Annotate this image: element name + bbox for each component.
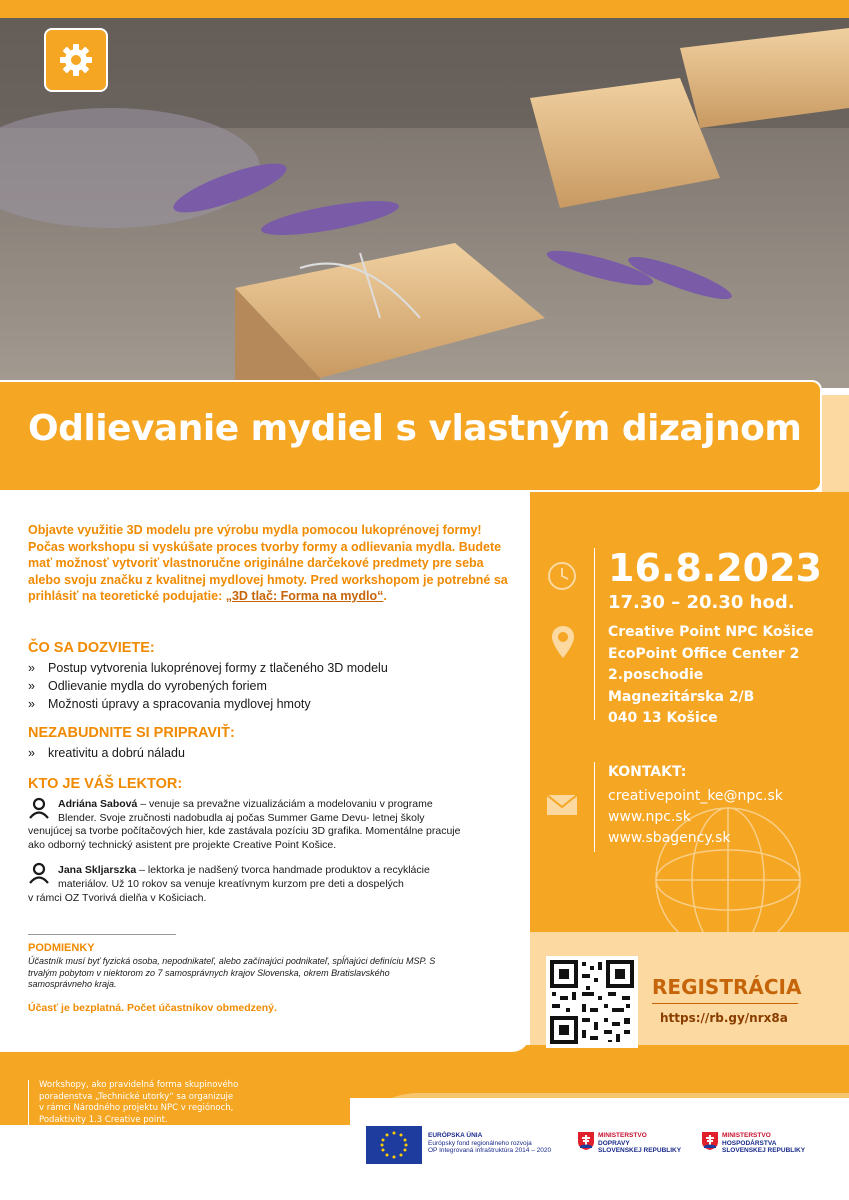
envelope-icon (546, 794, 578, 816)
location-line: Magnezitárska 2/B (608, 688, 755, 705)
lecturer-bio: v rámci OZ Tvorivá dielňa v Košiciach. (28, 892, 207, 904)
sk-coat-of-arms-icon (578, 1132, 594, 1150)
intro-end: . (383, 589, 387, 603)
conditions-note: Účasť je bezplatná. Počet účastníkov obmedzený. (28, 1002, 277, 1014)
divider-line (594, 762, 595, 852)
event-location (608, 622, 814, 730)
contact-email[interactable]: creativepoint_ke@npc.sk (608, 788, 783, 804)
location-line: 2.poschodie (608, 667, 704, 683)
location-pin-icon (550, 624, 576, 660)
logo-line: DOPRAVY (598, 1139, 630, 1147)
mdv-logo-text (598, 1132, 708, 1155)
lecturer-bio: – lektorka je nadšený tvorca handmade produktov a recyklácie (136, 864, 430, 876)
footer-note (28, 1080, 299, 1138)
footer-line: Workshopy, ako pravidelná forma skupinového (39, 1080, 239, 1090)
registration-underline (652, 1003, 798, 1004)
divider (28, 934, 176, 935)
lecturer-bio: materiálov. Už 10 rokov sa venuje kreatívnym kurzom pre deti a dospelých (58, 877, 404, 890)
logo-line: Európsky fond regionálneho rozvoja (428, 1139, 532, 1147)
conditions-heading: PODMIENKY (28, 942, 95, 954)
event-time: 17.30 – 20.30 hod. (608, 592, 795, 613)
footer-line: Podaktivity 1.3 Creative point. (39, 1114, 168, 1125)
page-title: Odlievanie mydiel s vlastným dizajnom (28, 408, 802, 449)
intro-link[interactable]: „3D tlač: Forma na mydlo“ (225, 589, 384, 603)
location-line: Creative Point NPC Košice (608, 624, 814, 640)
learn-list (28, 659, 518, 713)
logo-line: SLOVENSKEJ REPUBLIKY (722, 1147, 806, 1154)
prepare-heading: NEZABUDNITE SI PRIPRAVIŤ: (28, 725, 235, 741)
contact-web[interactable]: www.sbagency.sk (608, 830, 731, 846)
conditions-text: Účastník musí byť fyzická osoba, nepodnikateľ, alebo začínajúci podnikateľ, spĺňajúci definíciu MSP. S trvalým pobytom v niektorom zo 7 samosprávnych krajov Slovenska, okrem Bratislavského samosprávneho kraja. (28, 956, 436, 989)
logo-line: OP Integrovaná infraštruktúra 2014 – 2020 (428, 1147, 552, 1154)
location-line: EcoPoint Office Center 2 (608, 645, 800, 662)
lecturer-2 (58, 864, 508, 891)
list-item-text: kreativitu a dobrú náladu (48, 746, 185, 760)
contact-web[interactable]: www.npc.sk (608, 809, 691, 825)
lecturer-heading: KTO JE VÁŠ LEKTOR: (28, 776, 183, 792)
list-item-text: Postup vytvorenia lukoprénovej formy z tlačeného 3D modelu (48, 661, 388, 675)
event-date: 16.8.2023 (608, 546, 822, 590)
footer-line: v rámci Národného projektu NPC v regiónoch, (39, 1103, 234, 1113)
lecturer-2-cont (28, 892, 518, 906)
prepare-list (28, 744, 518, 762)
lecturer-bio: Blender. Svoje zručnosti nadobudla aj počas Summer Game Devu- letnej školy (58, 811, 425, 824)
decor-strip (822, 395, 849, 495)
list-item: » Postup vytvorenia lukoprénovej formy z tlačeného 3D modelu (28, 661, 388, 675)
contact-list (608, 786, 783, 849)
lecturer-1 (58, 798, 508, 825)
lecturer-bio: ako odborný technický asistent pre projekte Creative Point Košice. (28, 838, 337, 851)
intro-body: Objavte využitie 3D modelu pre výrobu mydla pomocou lukoprénovej formy! Počas workshopu si vyskúšate proces tvorby formy a odlievania mydla. Budete mať možnosť vytvoriť vlastnoručne originálne darčekové predmety pre seba alebo svoju značku z kvalitnej mydlovej hmoty. Pred workshopom je potrebné sa prihlásiť na teoretické podujatie: (28, 523, 508, 603)
gear-icon-box (44, 28, 108, 92)
lecturer-bio: – venuje sa prevažne vizualizáciám a modelovaniu v programe (137, 798, 433, 810)
footer-line: poradenstva „Technické utorky“ sa organizuje (39, 1091, 234, 1102)
person-icon (28, 797, 50, 819)
lecturer-1-cont (28, 825, 518, 852)
eu-flag-icon (366, 1126, 422, 1164)
list-item-text: Odlievanie mydla do vyrobených foriem (48, 679, 267, 693)
gear-icon (58, 42, 94, 78)
divider-line (594, 548, 595, 720)
qr-code[interactable] (546, 956, 638, 1048)
list-item: » Odlievanie mydla do vyrobených foriem (28, 679, 267, 693)
logos-bar (350, 1098, 849, 1200)
sk-coat-of-arms-icon (702, 1132, 718, 1150)
list-item: » kreativitu a dobrú náladu (28, 746, 185, 760)
location-line: 040 13 Košice (608, 710, 718, 726)
intro-text (28, 522, 508, 605)
logo-line: MINISTERSTVO (598, 1132, 647, 1139)
eu-logo-text (428, 1132, 573, 1155)
hero-photo (0, 18, 849, 388)
clock-icon (546, 560, 578, 592)
logo-line: EURÓPSKA ÚNIA (428, 1132, 483, 1139)
learn-heading: ČO SA DOZVIETE: (28, 640, 155, 656)
registration-link[interactable]: https://rb.gy/nrx8a (660, 1011, 788, 1025)
lecturer-name: Adriána Sabová (58, 798, 138, 810)
lecturer-name: Jana Skljarszka (58, 864, 137, 876)
list-item: » Možnosti úpravy a spracovania mydlovej hmoty (28, 697, 311, 711)
logo-line: SLOVENSKEJ REPUBLIKY (598, 1147, 682, 1154)
person-icon (28, 862, 50, 884)
mh-logo-text (722, 1132, 842, 1155)
footer-line: Kód projektu ITMS2014+: 313031I870. (39, 1126, 204, 1136)
list-item-text: Možnosti úpravy a spracovania mydlovej hmoty (48, 697, 311, 711)
contact-heading: KONTAKT: (608, 764, 687, 780)
lecturer-bio: venujúcej sa tvorbe počítačových hier, kde zastávala pozíciu 3D grafika. Momentálne pracuje (28, 825, 461, 837)
logo-line: HOSPODÁRSTVA (722, 1139, 777, 1147)
registration-label: REGISTRÁCIA (652, 975, 802, 999)
logo-line: MINISTERSTVO (722, 1132, 771, 1139)
